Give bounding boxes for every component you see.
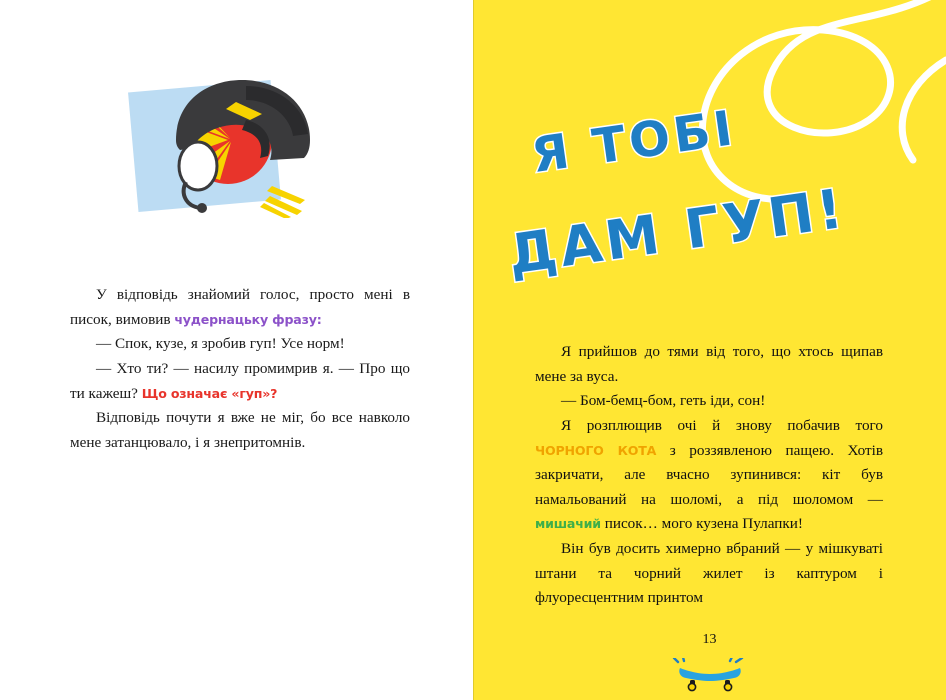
paragraph <box>70 357 410 406</box>
left-page-body <box>70 283 410 455</box>
paragraph <box>535 414 883 537</box>
skateboard-svg <box>672 658 748 692</box>
helmet-graphic <box>150 78 320 218</box>
helmet-svg <box>150 78 320 218</box>
paragraph <box>535 340 883 389</box>
paragraph <box>535 389 883 414</box>
text-run: — Хто ти? — насилу промимрив я. — Про що ти кажеш? <box>70 359 410 402</box>
handwritten-run: Що означає «гуп»? <box>141 385 278 401</box>
paragraph <box>535 537 883 611</box>
chapter-title <box>473 96 946 306</box>
chapter-title-line-2: ДАМ ГУП! <box>504 176 851 287</box>
text-run: Я прийшов до тями від того, що хтось щипав мене за вуса. <box>535 343 883 385</box>
page-gutter <box>473 0 474 700</box>
right-page <box>473 0 946 700</box>
handwritten-run: ЧОРНОГО КОТА <box>535 442 657 458</box>
right-page-body <box>535 340 883 611</box>
text-run: Відповідь почути я вже не міг, бо все навколо мене затанцювало, і я знепритомнів. <box>70 409 410 451</box>
text-run: У відповідь знайомий голос, просто мені в писок, вимовив <box>70 286 410 328</box>
paragraph <box>70 332 410 357</box>
paragraph <box>70 283 410 332</box>
text-run: Я розплющив очі й знову побачив того <box>561 416 883 434</box>
text-run: Він був досить химерно вбраний — у мішкуваті штани та чорний жилет із каптуром і флуоресцентним принтом <box>535 540 883 607</box>
text-run: писок… мого кузена Пулапки! <box>600 515 803 533</box>
handwritten-run: мишачий <box>535 516 601 532</box>
skateboard-icon <box>672 658 748 692</box>
cat-helmet-illustration <box>128 78 338 238</box>
chapter-title-line-1: Я ТОБІ <box>528 99 740 185</box>
page-number: 13 <box>702 632 717 647</box>
text-run: — Бом-бемц-бом, геть іди, сон! <box>561 392 766 410</box>
text-run: з роззявленою пащею. Хотів закричати, але вчасно зупинився: кіт був намальований на шоломі, а під шоломом — <box>535 441 883 508</box>
paragraph <box>70 406 410 455</box>
text-run: — Спок, кузе, я зробив гуп! Усе норм! <box>96 335 345 353</box>
handwritten-run: чудернацьку фразу: <box>174 311 322 327</box>
speed-lines-icon <box>260 186 305 218</box>
